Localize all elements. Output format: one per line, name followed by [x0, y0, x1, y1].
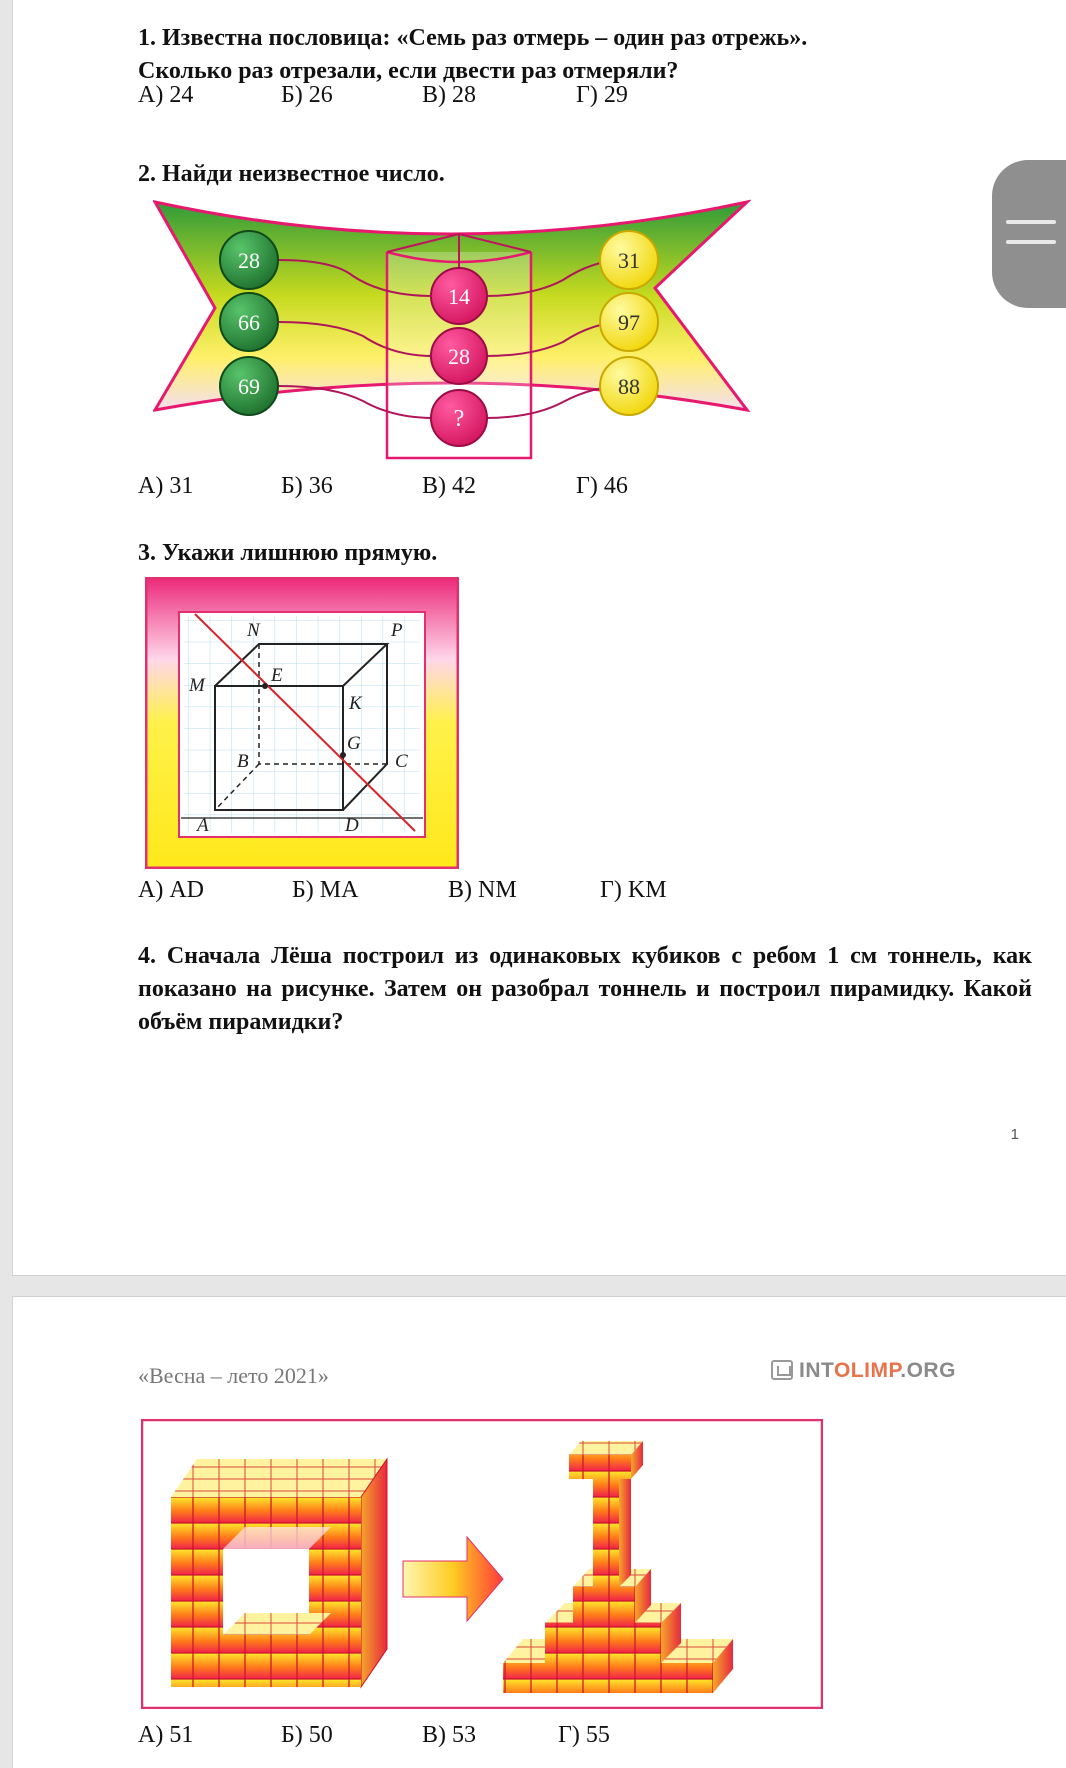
left-number-1: 28: [238, 248, 260, 273]
option-a: А) 31: [138, 473, 194, 499]
intolimp-logo: INTOLIMP.ORG: [771, 1359, 956, 1383]
middle-number-1: 14: [448, 284, 470, 309]
scroll-handle[interactable]: [992, 160, 1066, 308]
option-b: Б) 36: [281, 473, 333, 499]
label-m: M: [189, 675, 205, 696]
option-g: Г) 46: [576, 473, 628, 499]
label-e: E: [271, 665, 283, 686]
option-a: А) 51: [138, 1722, 194, 1748]
left-number-3: 69: [238, 374, 260, 399]
tunnel-pyramid-figure: [141, 1419, 823, 1709]
handle-line-icon: [1006, 220, 1056, 224]
option-b: Б) 50: [281, 1722, 333, 1748]
label-k: K: [349, 693, 362, 714]
left-green-circles: [220, 231, 278, 415]
option-a: А) 24: [138, 82, 194, 108]
number-bridge-figure: [153, 196, 751, 464]
document-page-1: [12, 0, 1066, 1276]
option-v: В) 28: [422, 82, 476, 108]
question-3-text: 3. Укажи лишнюю прямую.: [138, 540, 438, 566]
option-v: В) 53: [422, 1722, 476, 1748]
right-number-2: 97: [618, 310, 640, 335]
left-number-2: 66: [238, 310, 260, 335]
option-b: Б) MA: [292, 877, 359, 903]
olympiad-season-header: «Весна – лето 2021»: [138, 1363, 329, 1388]
document-page-2: [12, 1296, 1066, 1768]
option-v: В) NM: [448, 877, 517, 903]
option-a: А) AD: [138, 877, 204, 903]
middle-number-unknown: ?: [453, 406, 465, 432]
handle-line-icon: [1006, 240, 1056, 244]
option-g: Г) KM: [600, 877, 667, 903]
label-d: D: [345, 815, 359, 836]
option-g: Г) 55: [558, 1722, 610, 1748]
option-v: В) 42: [422, 473, 476, 499]
label-b: B: [237, 751, 249, 772]
question-1-text: 1. Известна пословица: «Семь раз отмерь – один раз отрежь». Сколько раз отрезали, если двести раз отмеряли?: [138, 25, 808, 84]
cube-grid-figure: [145, 577, 459, 869]
middle-number-2: 28: [448, 344, 470, 369]
middle-magenta-circles: [431, 268, 487, 446]
right-yellow-circles: [600, 231, 658, 415]
right-number-3: 88: [618, 374, 640, 399]
question-2-text: 2. Найди неизвестное число.: [138, 161, 445, 187]
option-g: Г) 29: [576, 82, 628, 108]
page-number: 1: [1010, 1126, 1019, 1143]
option-b: Б) 26: [281, 82, 333, 108]
label-p: P: [391, 620, 403, 641]
question-4-text: 4. Сначала Лёша построил из одинаковых кубиков с ребом 1 см тоннель, как показано на рисунке. Затем он разобрал тоннель и построил пирамидку. Какой объём пирамидки?: [138, 943, 1032, 1035]
label-n: N: [247, 620, 260, 641]
label-a: A: [197, 815, 209, 836]
logo-icon: [771, 1360, 793, 1380]
label-c: C: [395, 751, 408, 772]
label-g: G: [347, 733, 361, 754]
right-number-1: 31: [618, 248, 640, 273]
